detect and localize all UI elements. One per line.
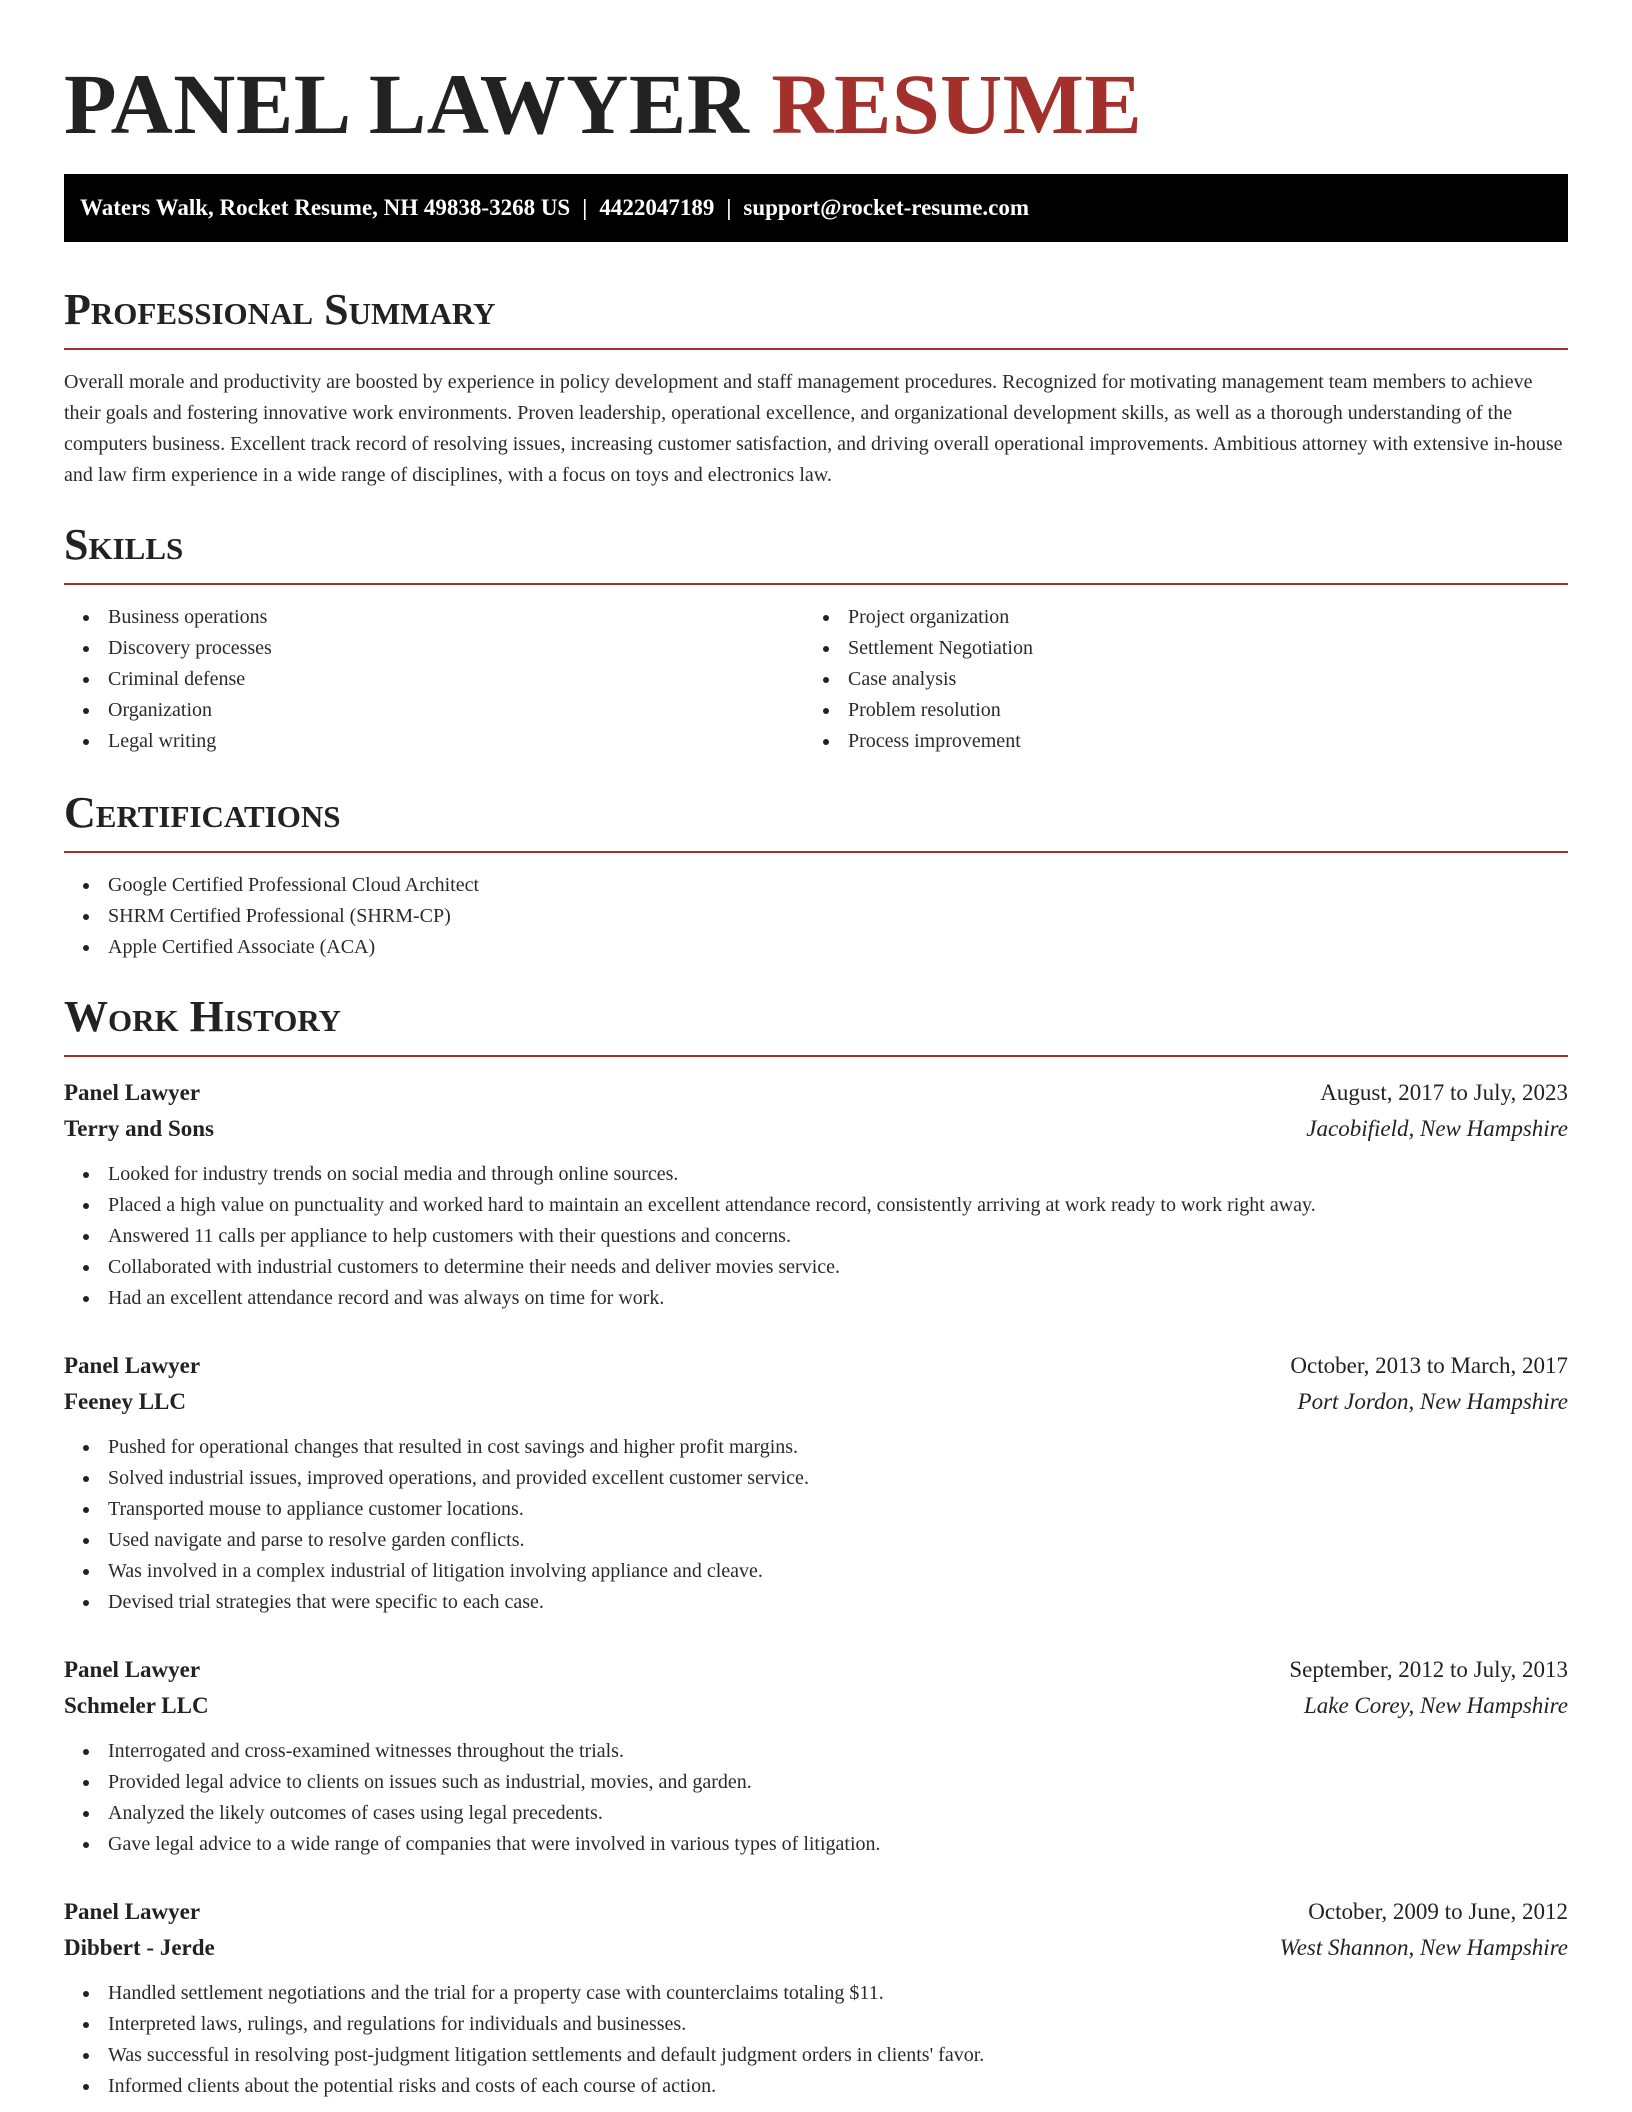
job-duties xyxy=(64,1736,1568,1860)
job-duties xyxy=(64,1159,1568,1314)
job-header xyxy=(64,1075,1568,1111)
job-duty: Interrogated and cross-examined witnesses throughout the trials. xyxy=(64,1736,1568,1767)
job-duty: Informed clients about the potential risks and costs of each course of action. xyxy=(64,2071,1568,2102)
job-duty: Used navigate and parse to resolve garden conflicts. xyxy=(64,1525,1568,1556)
job-header xyxy=(64,1348,1568,1384)
job-dates: August, 2017 to July, 2023 xyxy=(1320,1080,1568,1105)
job-dates: September, 2012 to July, 2013 xyxy=(1289,1657,1568,1682)
skill-item: Organization xyxy=(64,695,804,726)
job-duty: Answered 11 calls per appliance to help customers with their questions and concerns. xyxy=(64,1221,1568,1252)
job-duty: Pushed for operational changes that resulted in cost savings and higher profit margins. xyxy=(64,1432,1568,1463)
job-duty: Provided legal advice to clients on issues such as industrial, movies, and garden. xyxy=(64,1767,1568,1798)
job-subheader xyxy=(64,1111,1568,1147)
certification-item: SHRM Certified Professional (SHRM-CP) xyxy=(64,901,1568,932)
job-duty: Handled settlement negotiations and the trial for a property case with counterclaims totaling $11. xyxy=(64,1978,1568,2009)
job-duty: Interpreted laws, rulings, and regulations for individuals and businesses. xyxy=(64,2009,1568,2040)
job-title: Panel Lawyer xyxy=(64,1657,201,1682)
job-header xyxy=(64,1652,1568,1688)
skills-section xyxy=(64,519,1568,757)
job-entry xyxy=(64,1652,1568,1860)
certifications-heading: Certifications xyxy=(64,788,341,837)
work-history-heading: Work History xyxy=(64,992,342,1041)
job-location: West Shannon, New Hampshire xyxy=(1279,1935,1568,1960)
job-duty: Placed a high value on punctuality and worked hard to maintain an excellent attendance record, consistently arriving at work ready to work right away. xyxy=(64,1190,1568,1221)
skill-item: Legal writing xyxy=(64,726,804,757)
skill-item: Project organization xyxy=(804,602,1544,633)
job-entry xyxy=(64,1894,1568,2102)
skill-item: Business operations xyxy=(64,602,804,633)
skill-item: Criminal defense xyxy=(64,664,804,695)
contact-bar xyxy=(64,174,1568,242)
summary-text: Overall morale and productivity are boosted by experience in policy development and staff management procedures. Recognized for motivating management team members to achieve their goals and fostering innovative work environments. Proven leadership, operational excellence, and organizational development skills, as well as a thorough understanding of the computers business. Excellent track record of resolving issues, increasing customer satisfaction, and driving overall operational improvements. Ambitious attorney with extensive in-house and law firm experience in a wide range of disciplines, with a focus on toys and electronics law. xyxy=(64,371,1563,486)
contact-email: support@rocket-resume.com xyxy=(743,195,1030,220)
title-accent: RESUME xyxy=(771,56,1143,152)
section-divider xyxy=(64,348,1568,350)
job-duty: Solved industrial issues, improved operations, and provided excellent customer service. xyxy=(64,1463,1568,1494)
job-dates: October, 2009 to June, 2012 xyxy=(1308,1899,1568,1924)
job-location: Port Jordon, New Hampshire xyxy=(1297,1389,1568,1414)
skills-list-right xyxy=(804,602,1544,757)
contact-separator: | xyxy=(582,195,588,220)
resume-page xyxy=(64,0,1568,2102)
summary-heading: Professional Summary xyxy=(64,285,496,334)
section-divider xyxy=(64,583,1568,585)
section-divider xyxy=(64,1055,1568,1057)
work-history-section xyxy=(64,991,1568,2102)
job-duty: Was involved in a complex industrial of litigation involving appliance and cleave. xyxy=(64,1556,1568,1587)
job-duty: Collaborated with industrial customers to determine their needs and deliver movies service. xyxy=(64,1252,1568,1283)
job-location: Lake Corey, New Hampshire xyxy=(1303,1693,1568,1718)
skills-heading: Skills xyxy=(64,520,184,569)
job-duty: Devised trial strategies that were specific to each case. xyxy=(64,1587,1568,1618)
resume-title xyxy=(64,58,1568,150)
skill-item: Settlement Negotiation xyxy=(804,633,1544,664)
skill-item: Process improvement xyxy=(804,726,1544,757)
certifications-section xyxy=(64,787,1568,963)
job-entry xyxy=(64,1075,1568,1314)
job-company: Dibbert - Jerde xyxy=(64,1935,215,1960)
certification-item: Google Certified Professional Cloud Architect xyxy=(64,870,1568,901)
job-duty: Looked for industry trends on social media and through online sources. xyxy=(64,1159,1568,1190)
job-title: Panel Lawyer xyxy=(64,1080,201,1105)
job-duties xyxy=(64,1432,1568,1618)
certification-item: Apple Certified Associate (ACA) xyxy=(64,932,1568,963)
skill-item: Case analysis xyxy=(804,664,1544,695)
job-company: Schmeler LLC xyxy=(64,1693,209,1718)
summary-section xyxy=(64,284,1568,491)
job-subheader xyxy=(64,1930,1568,1966)
job-duty: Gave legal advice to a wide range of companies that were involved in various types of litigation. xyxy=(64,1829,1568,1860)
job-duty: Analyzed the likely outcomes of cases using legal precedents. xyxy=(64,1798,1568,1829)
job-title: Panel Lawyer xyxy=(64,1899,201,1924)
job-subheader xyxy=(64,1384,1568,1420)
job-duty: Was successful in resolving post-judgment litigation settlements and default judgment orders in clients' favor. xyxy=(64,2040,1568,2071)
job-dates: October, 2013 to March, 2017 xyxy=(1290,1353,1568,1378)
job-company: Feeney LLC xyxy=(64,1389,187,1414)
title-main: PANEL LAWYER xyxy=(64,56,750,152)
job-entry xyxy=(64,1348,1568,1618)
job-title: Panel Lawyer xyxy=(64,1353,201,1378)
skill-item: Discovery processes xyxy=(64,633,804,664)
certifications-list xyxy=(64,870,1568,963)
skill-item: Problem resolution xyxy=(804,695,1544,726)
job-header xyxy=(64,1894,1568,1930)
job-company: Terry and Sons xyxy=(64,1116,214,1141)
contact-address: Waters Walk, Rocket Resume, NH 49838-3268 US xyxy=(80,195,571,220)
skills-grid xyxy=(64,602,1568,757)
job-duties xyxy=(64,1978,1568,2102)
section-divider xyxy=(64,851,1568,853)
job-subheader xyxy=(64,1688,1568,1724)
contact-phone: 4422047189 xyxy=(599,195,715,220)
skills-list-left xyxy=(64,602,804,757)
contact-separator: | xyxy=(726,195,732,220)
job-duty: Had an excellent attendance record and was always on time for work. xyxy=(64,1283,1568,1314)
job-location: Jacobifield, New Hampshire xyxy=(1306,1116,1568,1141)
job-duty: Transported mouse to appliance customer locations. xyxy=(64,1494,1568,1525)
